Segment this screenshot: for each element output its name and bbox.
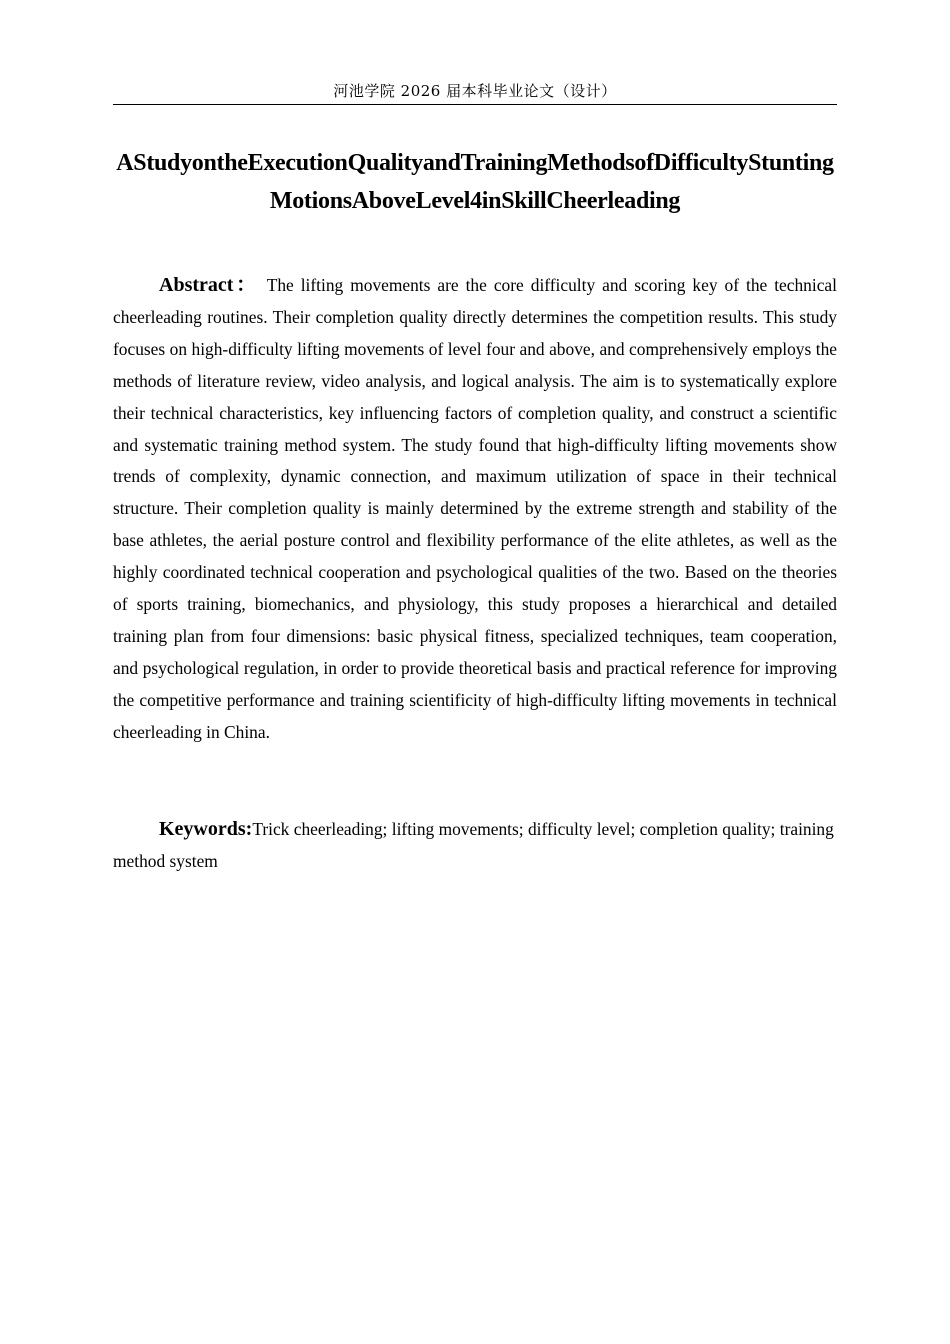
running-header: 河池学院 2026 届本科毕业论文（设计） [333, 82, 617, 100]
header-rule [113, 104, 837, 105]
abstract-label: Abstract： [159, 274, 259, 296]
paper-title: AStudyontheExecutionQualityandTrainingMethodsofDifficultyStuntingMotionsAboveLevel4inSkillCheerleading [116, 150, 834, 214]
keywords-label: Keywords: [159, 818, 253, 840]
keywords-paragraph [113, 813, 837, 877]
abstract-text: The lifting movements are the core difficulty and scoring key of the technical cheerleading routines. Their completion quality directly determines the competition results. This study focuses on high-difficulty lifting movements of level four and above, and comprehensively employs the methods of literature review, video analysis, and logical analysis. The aim is to systematically explore their technical characteristics, key influencing factors of completion quality, and construct a scientific and systematic training method system. The study found that high-difficulty lifting movements show trends of complexity, dynamic connection, and maximum utilization of space in their technical structure. Their completion quality is mainly determined by the extreme strength and stability of the base athletes, the aerial posture control and flexibility performance of the elite athletes, as well as the highly coordinated technical cooperation and psychological qualities of the two. Based on the theories of sports training, biomechanics, and physiology, this study proposes a hierarchical and detailed training plan from four dimensions: basic physical fitness, specialized techniques, team cooperation, and psychological regulation, in order to provide theoretical basis and practical reference for improving the competitive performance and training scientificity of high-difficulty lifting movements in technical cheerleading in China. [113, 275, 837, 742]
keywords-text: Trick cheerleading; lifting movements; difficulty level; completion quality; training method system [113, 819, 834, 871]
abstract-paragraph [113, 270, 837, 749]
